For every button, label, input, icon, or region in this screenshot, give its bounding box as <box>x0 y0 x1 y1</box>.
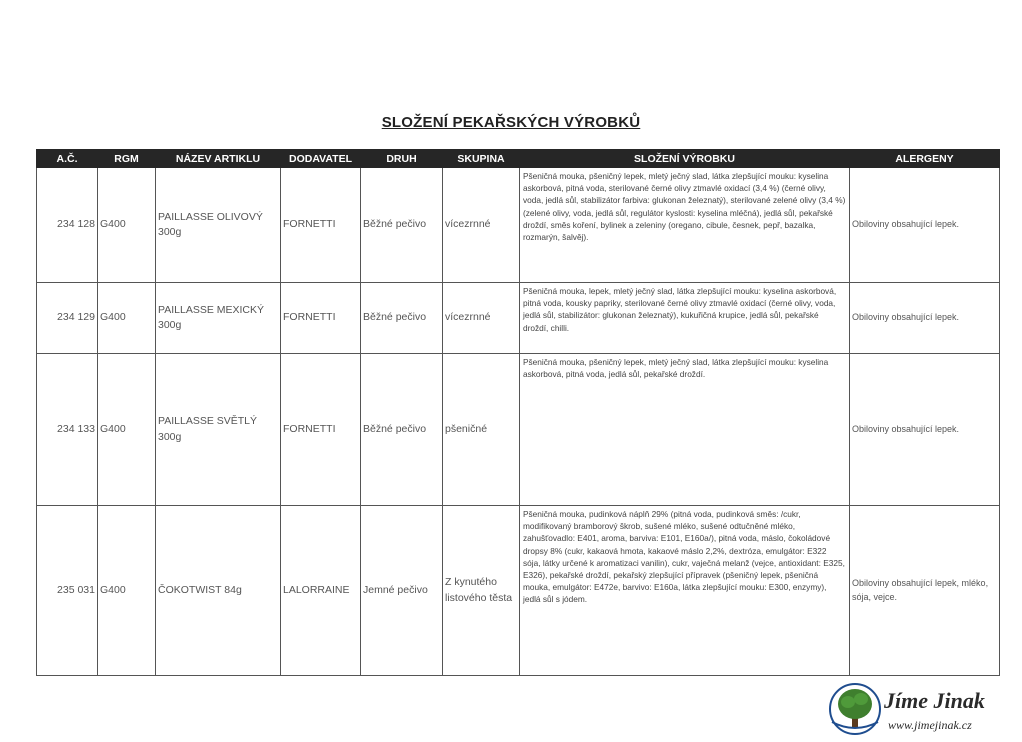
jime-jinak-logo <box>826 682 1016 738</box>
cell-rgm: G400 <box>98 354 156 506</box>
table-header-row <box>37 150 1000 168</box>
col-header-nazev: NÁZEV ARTIKLU <box>156 150 281 168</box>
cell-ac: 234 129 <box>37 283 98 354</box>
cell-ac: 234 133 <box>37 354 98 506</box>
cell-druh: Běžné pečivo <box>361 354 443 506</box>
cell-alergeny: Obiloviny obsahující lepek. <box>850 283 1000 354</box>
cell-skupina: pšeničné <box>443 354 520 506</box>
cell-skupina: vícezrnné <box>443 283 520 354</box>
col-header-ac: A.Č. <box>37 150 98 168</box>
col-header-alergeny: ALERGENY <box>850 150 1000 168</box>
cell-druh: Běžné pečivo <box>361 168 443 283</box>
composition-table-wrapper <box>36 149 999 676</box>
col-header-rgm: RGM <box>98 150 156 168</box>
col-header-skupina: SKUPINA <box>443 150 520 168</box>
cell-dodavatel: LALORRAINE <box>281 506 361 676</box>
cell-alergeny: Obiloviny obsahující lepek, mléko, sója, vejce. <box>850 506 1000 676</box>
cell-rgm: G400 <box>98 283 156 354</box>
col-header-dodavatel: DODAVATEL <box>281 150 361 168</box>
tree-icon <box>828 682 882 736</box>
cell-slozeni: Pšeničná mouka, pšeničný lepek, mletý ječný slad, látka zlepšující mouku: kyselina askorbová, pitná voda, sterilované černé olivy ztmavlé oxidací (3,4 %) (černé olivy, voda, jedlá sůl, stabilizátor farbiva: glukonan železnatý), sterilované zelené olivy (3,4 %) (zelené olivy, voda, jedlá sůl, regulátor kyslosti: kyselina mléčná), jedlá sůl, pekařské droždí, směs koření, bylinek a zeleniny (oregano, cibule, česnek, pepř, bazalka, rozmarýn, šalvěj). <box>520 168 850 283</box>
cell-dodavatel: FORNETTI <box>281 354 361 506</box>
cell-ac: 234 128 <box>37 168 98 283</box>
composition-table <box>36 149 1000 676</box>
col-header-slozeni: SLOŽENÍ VÝROBKU <box>520 150 850 168</box>
cell-rgm: G400 <box>98 506 156 676</box>
cell-dodavatel: FORNETTI <box>281 283 361 354</box>
cell-nazev: PAILLASSE MEXICKÝ 300g <box>156 283 281 354</box>
cell-rgm: G400 <box>98 168 156 283</box>
cell-skupina: Z kynutého listového těsta <box>443 506 520 676</box>
cell-ac: 235 031 <box>37 506 98 676</box>
document-title: SLOŽENÍ PEKAŘSKÝCH VÝROBKŮ <box>381 114 641 131</box>
cell-druh: Jemné pečivo <box>361 506 443 676</box>
cell-slozeni: Pšeničná mouka, pšeničný lepek, mletý ječný slad, látka zlepšující mouku: kyselina askorbová, pitná voda, jedlá sůl, pekařské droždí. <box>520 354 850 506</box>
cell-nazev: PAILLASSE SVĚTLÝ 300g <box>156 354 281 506</box>
table-row <box>37 283 1000 354</box>
table-row <box>37 354 1000 506</box>
cell-skupina: vícezrnné <box>443 168 520 283</box>
table-row <box>37 168 1000 283</box>
logo-url[interactable]: www.jimejinak.cz <box>888 718 972 732</box>
cell-alergeny: Obiloviny obsahující lepek. <box>850 168 1000 283</box>
cell-nazev: PAILLASSE OLIVOVÝ 300g <box>156 168 281 283</box>
cell-dodavatel: FORNETTI <box>281 168 361 283</box>
cell-nazev: ČOKOTWIST 84g <box>156 506 281 676</box>
logo-text: Jíme Jinak <box>884 688 985 713</box>
cell-alergeny: Obiloviny obsahující lepek. <box>850 354 1000 506</box>
cell-slozeni: Pšeničná mouka, pudinková náplň 29% (pitná voda, pudinková směs: /cukr, modifikovaný bramborový škrob, sušené mléko, sušené odtučněné mléko, zahušťovadlo: E401, aroma, barviva: E101, E160a/), pitná voda, máslo, čokoládové dropsy 8% (cukr, kakaová hmota, kakaové máslo 2,2%, dextróza, emulgátor: E322 sója, látky určené k aromatizaci vanilin), cukr, vaječná melanž (vejce, antioxidant: E325, E326), pekařské droždí, pekařský zlepšující přípravek (pšeničný lepek, pšeničná mouka, emulgátor: E472e, barvivo: E160a, látka zlepšující mouku: E300, enzymy), jedlá sůl s jódem. <box>520 506 850 676</box>
table-row <box>37 506 1000 676</box>
cell-druh: Běžné pečivo <box>361 283 443 354</box>
col-header-druh: DRUH <box>361 150 443 168</box>
cell-slozeni: Pšeničná mouka, lepek, mletý ječný slad, látka zlepšující mouku: kyselina askorbová, pitná voda, kousky papriky, sterilované černé olivy ztmavlé oxidací (černé olivy, voda, jedlá sůl, stabilizátor: glukonan železnatý), kukuřičná krupice, jedlá sůl, pekařské droždí, chilli. <box>520 283 850 354</box>
